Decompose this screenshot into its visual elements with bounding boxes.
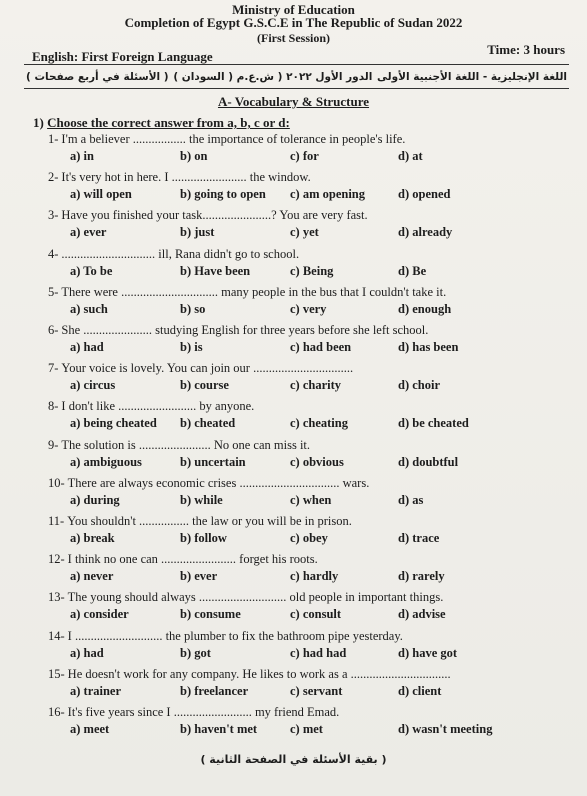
option-b: b) ever	[180, 569, 218, 584]
question-number: 5-	[48, 284, 59, 299]
question-stem	[48, 667, 451, 682]
question-stem	[48, 476, 369, 491]
question-number: 6-	[48, 323, 59, 337]
question-number: 16-	[48, 705, 65, 719]
question-number: 12-	[48, 552, 65, 567]
option-b: b) haven't met	[180, 722, 258, 736]
option-d: d) has been	[398, 340, 459, 354]
question-text: The solution is ....................... No one can miss it.	[61, 437, 311, 452]
option-d: d) choir	[398, 378, 441, 393]
option-b: b) so	[180, 301, 206, 316]
question-stem	[48, 170, 311, 185]
option-a: a) had	[70, 645, 104, 660]
option-b: b) course	[180, 378, 229, 393]
option-a: a) trainer	[70, 683, 122, 698]
question-text: You shouldn't ................ the law or you will be in prison.	[67, 514, 352, 528]
question-stem	[48, 629, 403, 644]
option-a: a) being cheated	[70, 416, 157, 431]
option-b: b) freelancer	[180, 683, 249, 698]
question-number: 7-	[48, 361, 59, 376]
option-a: a) To be	[70, 263, 113, 278]
question-number: 3-	[48, 208, 59, 223]
question-text: It's five years since I ......................... my friend Emad.	[67, 705, 340, 719]
option-d: d) Be	[398, 263, 427, 278]
question-text: Your voice is lovely. You can join our ................................	[61, 361, 354, 376]
exam-title: Completion of Egypt G.S.C.E in The Republic of Sudan 2022	[124, 15, 463, 30]
question-stem	[48, 705, 339, 720]
question-item	[0, 170, 587, 208]
option-b: b) got	[180, 645, 211, 660]
question-item	[0, 438, 587, 476]
option-b: b) consume	[180, 607, 241, 622]
option-b: b) follow	[180, 531, 227, 545]
option-c: c) hardly	[290, 569, 339, 584]
section-title: A- Vocabulary & Structure	[217, 94, 370, 109]
option-c: c) when	[290, 492, 332, 507]
question-item	[0, 285, 587, 323]
question-item	[0, 667, 587, 705]
instruction-number: 1)	[33, 115, 44, 130]
question-stem	[48, 285, 446, 300]
option-a: a) break	[70, 531, 115, 545]
instruction-text: Choose the correct answer from a, b, c or d:	[47, 115, 290, 130]
option-c: c) yet	[290, 225, 319, 240]
option-a: a) such	[70, 301, 108, 316]
question-item	[0, 132, 587, 170]
option-b: b) cheated	[180, 416, 236, 431]
option-c: c) for	[290, 149, 319, 163]
option-d: d) be cheated	[398, 416, 469, 431]
option-a: a) meet	[70, 722, 110, 736]
option-b: b) uncertain	[180, 454, 246, 469]
question-number: 15-	[48, 666, 65, 681]
arabic-header-band	[24, 64, 569, 89]
question-item	[0, 323, 587, 361]
question-item	[0, 361, 587, 399]
question-number: 2-	[48, 170, 59, 185]
option-a: a) ever	[70, 225, 107, 240]
option-d: d) already	[398, 225, 453, 240]
option-d: d) trace	[398, 531, 440, 545]
ministry-title: Ministry of Education	[232, 2, 355, 17]
option-b: b) is	[180, 340, 203, 354]
option-c: c) charity	[290, 378, 342, 393]
question-item	[0, 590, 587, 628]
option-c: c) obey	[290, 531, 328, 545]
question-item	[0, 208, 587, 246]
option-d: d) opened	[398, 187, 451, 202]
option-c: c) cheating	[290, 416, 348, 431]
option-c: c) Being	[290, 263, 334, 278]
arabic-subject: اللغة الإنجليزية - اللغة الأجنبية الأولى	[377, 70, 567, 83]
option-b: b) Have been	[180, 263, 251, 278]
question-stem	[48, 208, 368, 223]
option-c: c) consult	[290, 607, 342, 622]
question-text: .............................. ill, Rana didn't go to school.	[61, 246, 300, 261]
option-b: b) on	[180, 149, 208, 163]
question-number: 4-	[48, 246, 59, 261]
question-item	[0, 629, 587, 667]
arabic-session: الدور الأول ٢٠٢٢ ( ش.ع.م ( السودان )	[173, 70, 373, 83]
option-b: b) just	[180, 225, 215, 240]
option-d: d) as	[398, 492, 424, 507]
question-stem	[48, 132, 405, 147]
option-c: c) met	[290, 722, 323, 736]
question-stem	[48, 323, 428, 338]
option-d: d) wasn't meeting	[398, 722, 493, 736]
option-a: a) will open	[70, 187, 132, 202]
question-number: 11-	[48, 514, 65, 528]
option-d: d) rarely	[398, 569, 445, 584]
question-text: She ...................... studying English for three years before she left school.	[61, 323, 429, 337]
option-a: a) ambiguous	[70, 454, 142, 469]
question-stem	[48, 552, 318, 567]
option-c: c) servant	[290, 683, 343, 698]
arabic-pages-note: ( الأسئلة في أربع صفحات )	[26, 70, 169, 83]
question-text: There were ............................... many people in the bus that I couldn't take it.	[61, 284, 447, 299]
option-a: a) never	[70, 569, 114, 584]
question-number: 9-	[48, 437, 59, 452]
question-number: 8-	[48, 399, 59, 414]
option-c: c) had had	[290, 645, 347, 660]
option-b: b) going to open	[180, 187, 266, 202]
question-number: 1-	[48, 132, 59, 146]
instruction	[33, 115, 290, 131]
question-stem	[48, 361, 353, 376]
option-b: b) while	[180, 492, 223, 507]
question-item	[0, 514, 587, 552]
option-d: d) doubtful	[398, 454, 459, 469]
time-label: Time: 3 hours	[487, 42, 565, 57]
option-c: c) had been	[290, 340, 352, 354]
question-number: 10-	[48, 475, 65, 490]
question-text: He doesn't work for any company. He likes to work as a ................................	[67, 666, 451, 681]
question-text: I ............................ the plumber to fix the bathroom pipe yesterday.	[67, 628, 403, 643]
subject-label: English: First Foreign Language	[32, 49, 213, 64]
question-stem	[48, 438, 310, 453]
option-a: a) consider	[70, 607, 129, 622]
question-number: 14-	[48, 628, 65, 643]
question-stem	[48, 590, 443, 605]
question-item	[0, 705, 587, 743]
option-c: c) am opening	[290, 187, 365, 202]
question-item	[0, 247, 587, 285]
question-number: 13-	[48, 590, 65, 605]
option-a: a) in	[70, 149, 94, 163]
option-a: a) had	[70, 340, 104, 354]
question-stem	[48, 399, 254, 414]
question-text: The young should always ............................ old people in important things.	[67, 590, 444, 605]
option-c: c) obvious	[290, 454, 344, 469]
session-label: (First Session)	[257, 31, 330, 45]
option-a: a) during	[70, 492, 120, 507]
question-text: I'm a believer ................. the importance of tolerance in people's life.	[61, 132, 406, 146]
question-stem	[48, 514, 352, 529]
option-c: c) very	[290, 301, 327, 316]
question-item	[0, 399, 587, 437]
question-text: I don't like ......................... by anyone.	[61, 399, 255, 414]
option-d: d) enough	[398, 301, 452, 316]
option-d: d) client	[398, 683, 442, 698]
option-d: d) have got	[398, 645, 458, 660]
question-text: Have you finished your task......................? You are very fast.	[61, 208, 368, 223]
question-text: I think no one can ........................ forget his roots.	[67, 552, 318, 567]
question-stem	[48, 247, 299, 262]
question-text: There are always economic crises ................................ wars.	[67, 475, 370, 490]
question-item	[0, 552, 587, 590]
option-d: d) advise	[398, 607, 446, 622]
question-text: It's very hot in here. I ........................ the window.	[61, 170, 311, 185]
continue-note: ( بقية الأسئلة في الصفحة الثانية )	[200, 753, 387, 766]
option-d: d) at	[398, 149, 423, 163]
question-item	[0, 476, 587, 514]
option-a: a) circus	[70, 378, 116, 393]
